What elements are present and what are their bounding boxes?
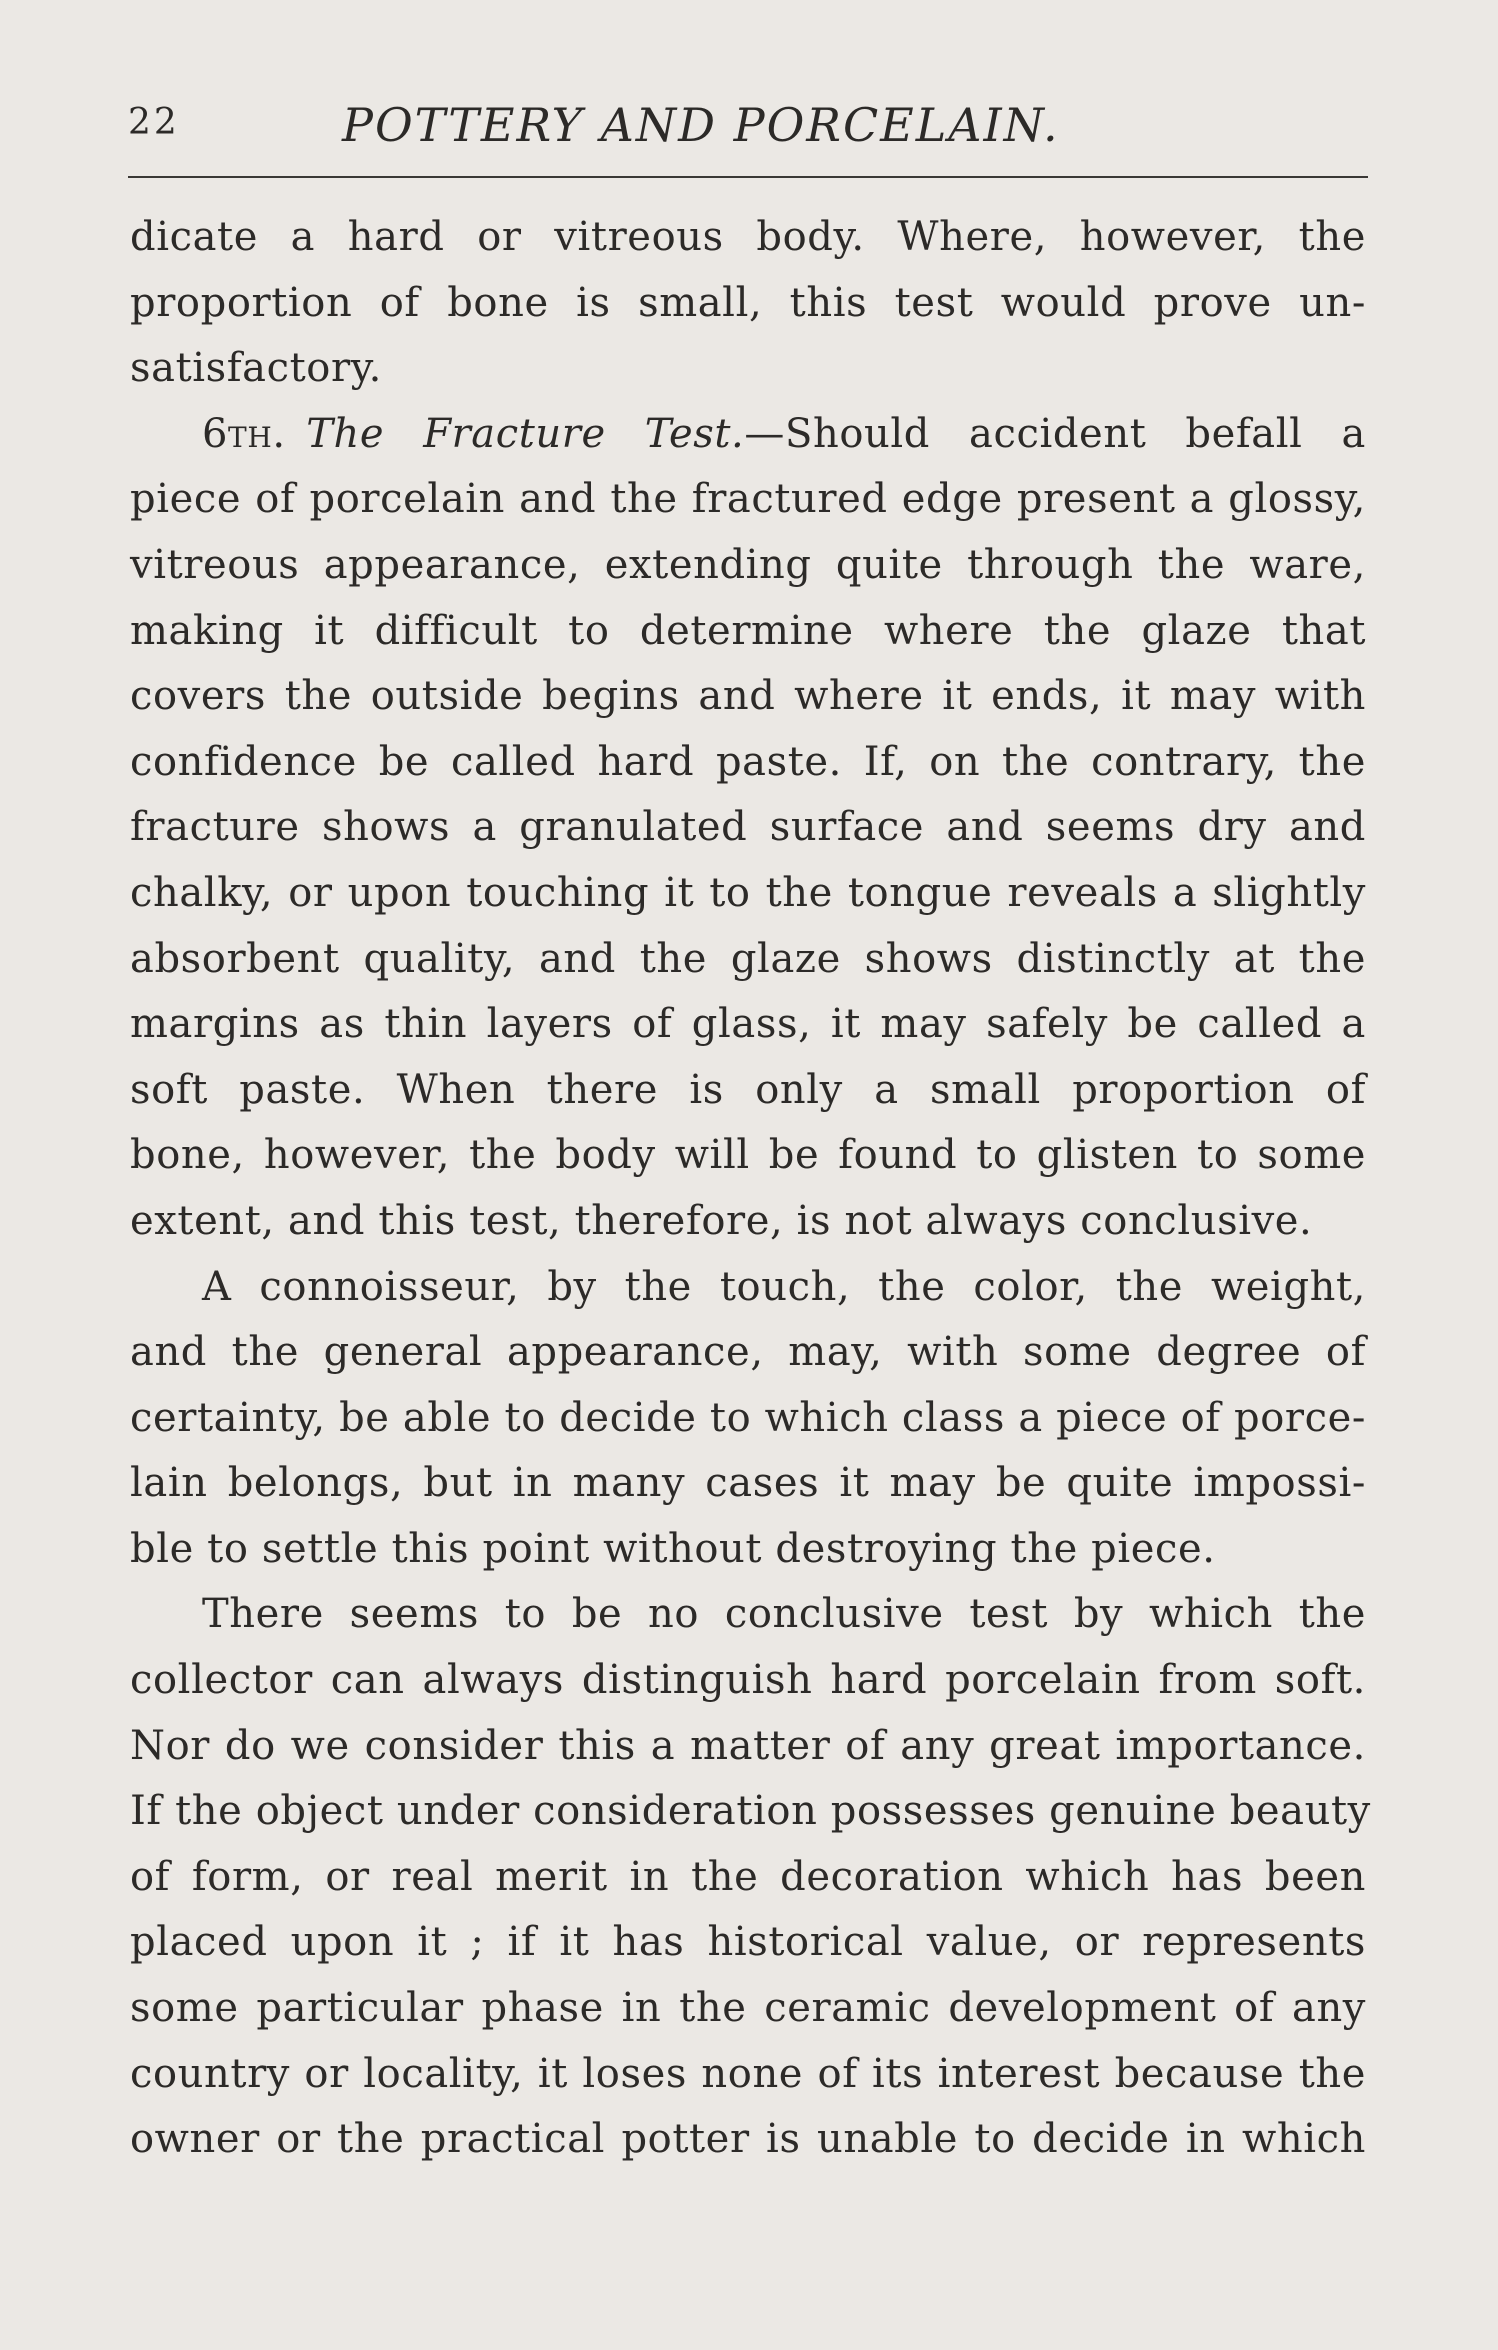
text-line: lain belongs, but in many cases it may be quite impossi-	[130, 1460, 1366, 1507]
text-line: proportion of bone is small, this test would prove un-	[130, 279, 1366, 326]
text-line: certainty, be able to decide to which class a piece of porce-	[130, 1394, 1366, 1441]
text-line: piece of porcelain and the fractured edge present a glossy,	[130, 476, 1366, 523]
text-line: There seems to be no conclusive test by which the	[202, 1591, 1366, 1638]
text-line: If the object under consideration possesses genuine beauty	[130, 1788, 1371, 1835]
text-line: bone, however, the body will be found to glisten to some	[130, 1132, 1366, 1179]
running-title: POTTERY AND PORCELAIN.	[342, 98, 1060, 152]
text-line: vitreous appearance, extending quite through the ware,	[130, 541, 1366, 588]
text-line: ble to settle this point without destroying the piece.	[130, 1525, 1216, 1572]
text-line: placed upon it ; if it has historical value, or represents	[130, 1919, 1366, 1966]
page-number: 22	[128, 102, 180, 143]
text-line: some particular phase in the ceramic development of any	[130, 1985, 1366, 2032]
section-heading-line	[130, 402, 1366, 468]
page-header	[128, 100, 1368, 160]
text-line: owner or the practical potter is unable to decide in which	[130, 2116, 1366, 2163]
text-line: A connoisseur, by the touch, the color, the weight,	[202, 1263, 1366, 1310]
section-text: —Should accident befall a	[744, 410, 1366, 457]
text-line: absorbent quality, and the glaze shows distinctly at the	[130, 935, 1366, 982]
text-line: margins as thin layers of glass, it may safely be called a	[130, 1001, 1366, 1048]
text-line: and the general appearance, may, with some degree of	[130, 1329, 1366, 1376]
text-line: dicate a hard or vitreous body. Where, however, the	[130, 214, 1366, 260]
text-line: satisfactory.	[130, 345, 382, 392]
section-title: The Fracture Test.	[306, 410, 745, 457]
text-line: chalky, or upon touching it to the tongue reveals a slightly	[130, 869, 1366, 916]
text-line: making it difficult to determine where the glaze that	[130, 607, 1366, 654]
text-line: fracture shows a granulated surface and seems dry and	[130, 804, 1366, 851]
text-line: soft paste. When there is only a small proportion of	[130, 1066, 1366, 1113]
text-line: of form, or real merit in the decoration which has been	[130, 1853, 1366, 1900]
text-line: country or locality, it loses none of its interest because the	[130, 2050, 1366, 2097]
body-text	[130, 205, 1371, 2173]
text-line: covers the outside begins and where it ends, it may with	[130, 673, 1366, 720]
text-line: Nor do we consider this a matter of any great importance.	[130, 1722, 1366, 1769]
text-line: extent, and this test, therefore, is not always conclusive.	[130, 1197, 1313, 1244]
section-number: 6th.	[202, 410, 286, 457]
header-rule	[128, 176, 1368, 178]
text-line: collector can always distinguish hard porcelain from soft.	[130, 1657, 1366, 1704]
text-line: confidence be called hard paste. If, on the contrary, the	[130, 738, 1366, 785]
